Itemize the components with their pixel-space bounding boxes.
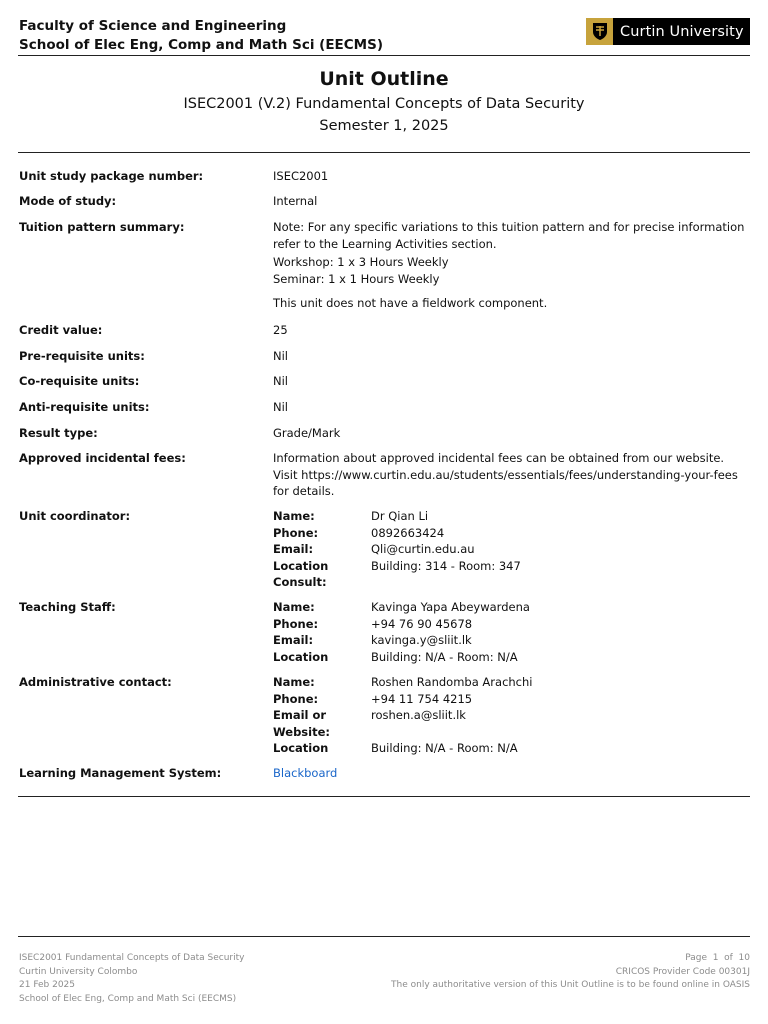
admin-phone: +94 11 754 4215 [371, 691, 473, 706]
contact-key: Email: [273, 542, 314, 556]
logo-text: Curtin University [620, 23, 744, 40]
row-value: ISEC2001 [273, 169, 329, 183]
tuition-seminar: Seminar: 1 x 1 Hours Weekly [273, 271, 440, 286]
admin-location: Building: N/A - Room: N/A [371, 741, 518, 755]
row-teaching-staff [19, 599, 750, 665]
coordinator-phone: 0892663424 [371, 525, 445, 540]
contact-key: Consult: [273, 575, 327, 589]
contact-key: Name: [273, 675, 315, 689]
details-divider [18, 796, 750, 797]
footer-campus: Curtin University Colombo [19, 966, 138, 977]
footer-date: 21 Feb 2025 [19, 980, 76, 990]
contact-key: Phone: [273, 525, 319, 540]
header-divider [18, 55, 750, 56]
contact-key: Name: [273, 600, 315, 614]
row-label: Anti-requisite units: [19, 400, 150, 414]
contact-key: Phone: [273, 691, 319, 706]
crest-icon [586, 18, 613, 45]
contact-key: Location [273, 649, 329, 664]
row-value: Internal [273, 194, 318, 208]
admin-email: roshen.a@sliit.lk [371, 708, 466, 722]
teaching-email: kavinga.y@sliit.lk [371, 633, 472, 647]
footer-right [391, 952, 750, 993]
row-label: Unit coordinator: [19, 509, 131, 523]
teaching-location: Building: N/A - Room: N/A [371, 649, 518, 664]
footer-unit: ISEC2001 Fundamental Concepts of Data Security [19, 953, 245, 963]
blackboard-link[interactable]: Blackboard [273, 766, 338, 780]
row-value: Nil [273, 349, 288, 363]
row-label: Teaching Staff: [19, 600, 116, 614]
teaching-name: Kavinga Yapa Abeywardena [371, 600, 530, 614]
tuition-note: Note: For any specific variations to this tuition pattern and for precise information refer to the Learning Activities section. [273, 220, 745, 251]
contact-key: Phone: [273, 616, 319, 631]
row-coordinator [19, 508, 750, 590]
row-label: Administrative contact: [19, 675, 172, 689]
cricos-code: CRICOS Provider Code 00301J [615, 966, 750, 977]
authoritative-note: The only authoritative version of this Unit Outline is to be found online in OASIS [391, 980, 750, 990]
row-label: Pre-requisite units: [19, 349, 145, 363]
faculty-name: Faculty of Science and Engineering [19, 18, 287, 34]
row-value: Nil [273, 400, 288, 414]
header-text [19, 17, 383, 55]
contact-key: Name: [273, 509, 315, 523]
semester: Semester 1, 2025 [319, 118, 449, 134]
contact-key: Email or [273, 708, 327, 722]
admin-name: Roshen Randomba Arachchi [371, 675, 533, 689]
row-label: Learning Management System: [19, 766, 222, 780]
coordinator-email: Qli@curtin.edu.au [371, 542, 475, 556]
curtin-logo [586, 18, 750, 45]
row-value: Nil [273, 374, 288, 388]
contact-key: Location [273, 741, 329, 755]
row-value: Grade/Mark [273, 426, 341, 440]
footer-school: School of Elec Eng, Comp and Math Sci (EECMS) [19, 993, 237, 1004]
row-value: 25 [273, 323, 288, 337]
tuition-workshop: Workshop: 1 x 3 Hours Weekly [273, 255, 449, 269]
footer-left [19, 952, 244, 1006]
tuition-fieldwork: This unit does not have a fieldwork component. [273, 296, 548, 310]
page-title: Unit Outline [319, 68, 449, 90]
row-label: Co-requisite units: [19, 374, 140, 388]
row-label: Approved incidental fees: [19, 451, 186, 465]
row-value [273, 765, 750, 782]
contact-key: Email: [273, 633, 314, 647]
footer-divider [18, 936, 750, 937]
row-admin-contact [19, 674, 750, 756]
school-name: School of Elec Eng, Comp and Math Sci (EECMS) [19, 37, 383, 53]
row-label: Result type: [19, 426, 98, 440]
row-label: Credit value: [19, 323, 103, 337]
contact-key: Website: [273, 724, 330, 739]
row-label: Unit study package number: [19, 169, 204, 183]
unit-title: ISEC2001 (V.2) Fundamental Concepts of Data Security [183, 96, 585, 112]
row-value: Information about approved incidental fees can be obtained from our website. Visit https://www.curtin.edu.au/students/essentials/fees/understanding-your-fees for details. [273, 451, 738, 498]
coordinator-location: Building: 314 - Room: 347 [371, 558, 521, 573]
row-label: Mode of study: [19, 194, 117, 208]
title-divider [18, 152, 750, 153]
row-label: Tuition pattern summary: [19, 220, 185, 234]
contact-key: Location [273, 558, 329, 573]
teaching-phone: +94 76 90 45678 [371, 616, 473, 631]
coordinator-name: Dr Qian Li [371, 509, 429, 523]
page-number: Page 1 of 10 [685, 953, 750, 963]
row-value [273, 219, 750, 312]
